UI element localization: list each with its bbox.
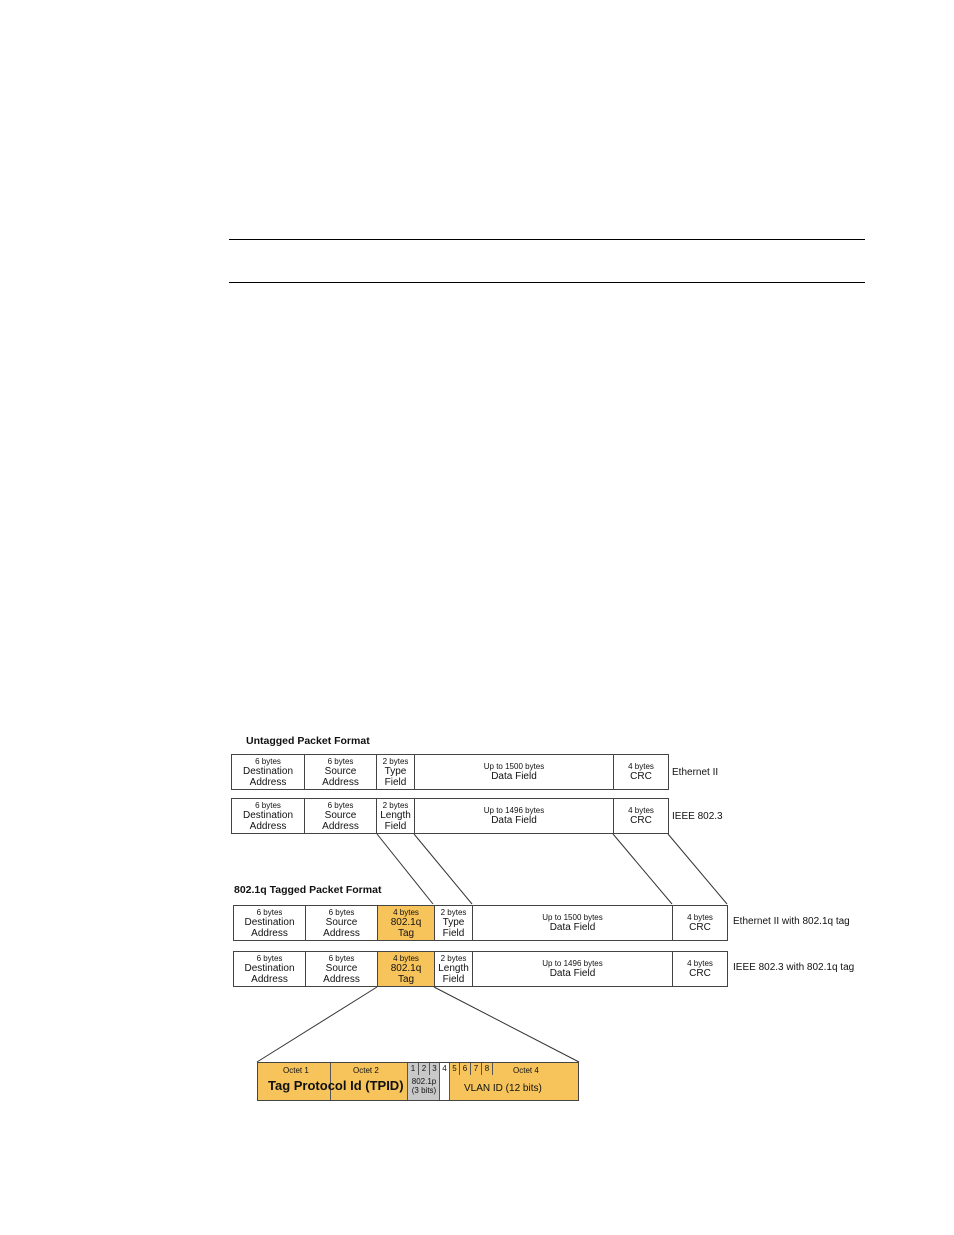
data-field-cell: Up to 1496 bytes Data Field [415, 799, 614, 833]
tag-8021q-cell: 4 bytes 802.1q Tag [378, 906, 435, 940]
tagged-title: 802.1q Tagged Packet Format [234, 884, 382, 896]
tag-expand-line-right [434, 987, 579, 1062]
length-field-cell: 2 bytes Length Field [435, 952, 473, 986]
octet2-label: Octet 2 [353, 1066, 379, 1075]
ieee8023-tagged-label: IEEE 802.3 with 802.1q tag [733, 962, 855, 973]
tpid-label: Tag Protocol Id (TPID) [268, 1078, 404, 1093]
ieee8023-label: IEEE 802.3 [672, 811, 723, 822]
crc-cell: 4 bytes CRC [687, 913, 713, 933]
tag-insert-line-left [377, 834, 433, 904]
bit-3: 3 [430, 1063, 440, 1075]
dest-address-cell: 6 bytes Destination Address [234, 906, 306, 940]
dest-address-cell: 6 bytes Destination Address [232, 799, 305, 833]
tag-insert-line-right [414, 834, 472, 904]
source-address-cell: 6 bytes Source Address [305, 755, 377, 789]
bit-5: 5 [450, 1063, 460, 1075]
octet1-label: Octet 1 [283, 1066, 309, 1075]
bit-2: 2 [419, 1063, 430, 1075]
tagged-ieee8023-frame [233, 951, 728, 987]
dest-address-cell: 6 bytes Destination Address [234, 952, 306, 986]
crc-cell: 4 bytes CRC [628, 762, 654, 782]
vlan-id-label: VLAN ID (12 bits) [464, 1083, 542, 1094]
source-address-cell: 6 bytes Source Address [306, 906, 378, 940]
untagged-title: Untagged Packet Format [246, 735, 370, 747]
source-address-cell: 6 bytes Source Address [305, 799, 377, 833]
bit-7: 7 [471, 1063, 482, 1075]
data-field-cell: Up to 1496 bytes Data Field [473, 952, 673, 986]
ethernet2-label: Ethernet II [672, 767, 719, 778]
crc-shift-line-right [668, 834, 727, 904]
tag-8021q-cell: 4 bytes 802.1q Tag [378, 952, 435, 986]
crc-shift-line-left [613, 834, 672, 904]
bit-6: 6 [460, 1063, 471, 1075]
crc-cell: 4 bytes CRC [687, 959, 713, 979]
source-address-cell: 6 bytes Source Address [306, 952, 378, 986]
bit-4: 4 [440, 1063, 450, 1075]
type-field-cell: 2 bytes Type Field [435, 906, 473, 940]
dest-address-cell: 6 bytes Destination Address [232, 755, 305, 789]
length-field-cell: 2 bytes Length Field [377, 799, 415, 833]
priority-label: 802.1p (3 bits) [411, 1077, 437, 1095]
type-field-cell: 2 bytes Type Field [377, 755, 415, 789]
data-field-cell: Up to 1500 bytes Data Field [415, 755, 614, 789]
ethernet2-tagged-label: Ethernet II with 802.1q tag [733, 916, 850, 927]
octet4-label: Octet 4 [513, 1066, 539, 1075]
tag-detail-box [257, 1062, 579, 1101]
bit-8: 8 [482, 1063, 493, 1075]
tag-expand-line-left [257, 987, 377, 1062]
data-field-cell: Up to 1500 bytes Data Field [473, 906, 673, 940]
tagged-ethernet2-frame [233, 905, 728, 941]
crc-cell: 4 bytes CRC [628, 806, 654, 826]
bit-1: 1 [408, 1063, 419, 1075]
